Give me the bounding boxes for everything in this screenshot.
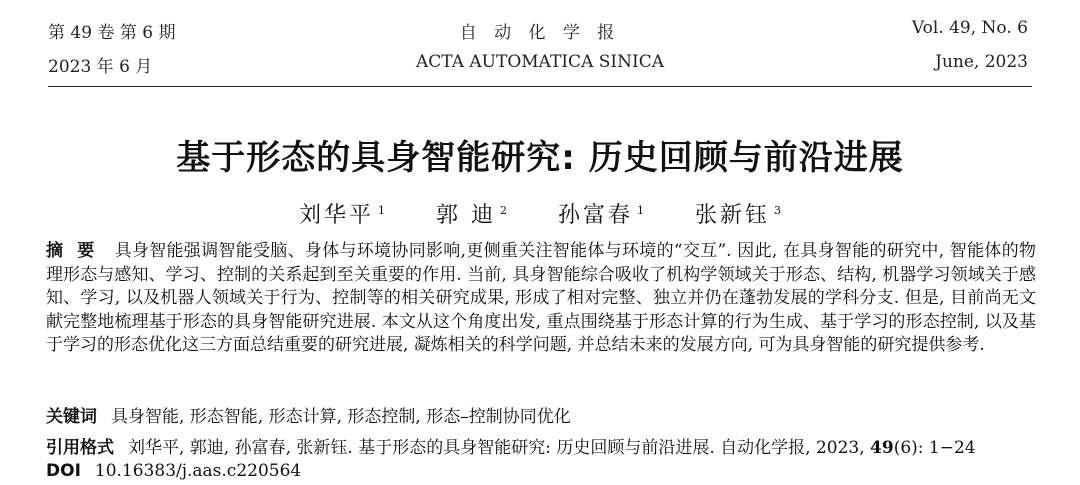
- citation-pages: (6): 1−24: [893, 438, 976, 458]
- journal-header: [0, 0, 1080, 90]
- author-affiliation: 1: [377, 203, 385, 217]
- journal-name-en: ACTA AUTOMATICA SINICA: [416, 52, 664, 72]
- citation-label: 引用格式: [46, 438, 114, 458]
- doi-label: DOI: [46, 461, 81, 481]
- date-cn: 2023 年 6 月: [48, 57, 153, 77]
- abstract-label: 摘要: [46, 241, 109, 261]
- citation-volume: 49: [870, 438, 894, 458]
- author-affiliation: 1: [637, 203, 644, 217]
- citation-line: [46, 433, 1046, 458]
- volume-issue-cn: 第 49 卷 第 6 期: [48, 23, 176, 43]
- author-2: 郭 迪 $^2$: [435, 203, 507, 228]
- date-en: June, 2023: [935, 52, 1028, 72]
- author-list: [0, 198, 1080, 229]
- keywords-line: [46, 402, 1046, 427]
- author-3: 孙富春 $^1$: [557, 203, 644, 228]
- paper-title: 基于形态的具身智能研究: 历史回顾与前沿进展: [176, 138, 904, 178]
- header-rule: [48, 86, 1032, 87]
- author-1: 刘华平 $^1$: [298, 203, 385, 228]
- author-affiliation: 2: [499, 203, 507, 217]
- author-affiliation: 3: [774, 203, 782, 217]
- doi-line: [46, 461, 1046, 481]
- abstract-text: 具身智能强调智能受脑、身体与环境协同影响,更侧重关注智能体与环境的“交互”. 因此, 在具身智能的研究中, 智能体的物理形态与感知、学习、控制的关系起到至关重要的作用. 当前, 具身智能综合吸收了机构学领域关于形态、结构, 机器学习领域关于感知、学习, 以及机器人领域关于行为、控制等的相关研究成果, 形成了相对完整、独立并仍在蓬勃发展的学科分支. 但是, 目前尚无文献完整地梳理基于形态的具身智能研究进展. 本文从这个角度出发, 重点围绕基于形态计算的行为生成、基于学习的形态控制, 以及基于学习的形态优化这三方面总结重要的研究进展, 凝炼相关的科学问题, 并总结未来的发展方向, 可为具身智能的研究提供参考.: [46, 241, 1036, 355]
- journal-name-cn: 自 动 化 学 报: [459, 23, 621, 43]
- abstract-section: [46, 240, 1036, 358]
- volume-issue-en: Vol. 49, No. 6: [911, 18, 1028, 38]
- keywords-text: 具身智能, 形态智能, 形态计算, 形态控制, 形态–控制协同优化: [111, 407, 571, 427]
- keywords-label: 关键词: [46, 407, 97, 427]
- doi-value[interactable]: 10.16383/j.aas.c220564: [94, 461, 302, 481]
- citation-text: 刘华平, 郭迪, 孙富春, 张新钰. 基于形态的具身智能研究: 历史回顾与前沿进展. 自动化学报, 2023,: [128, 438, 871, 458]
- author-4: 张新钰 $^3$: [695, 203, 782, 228]
